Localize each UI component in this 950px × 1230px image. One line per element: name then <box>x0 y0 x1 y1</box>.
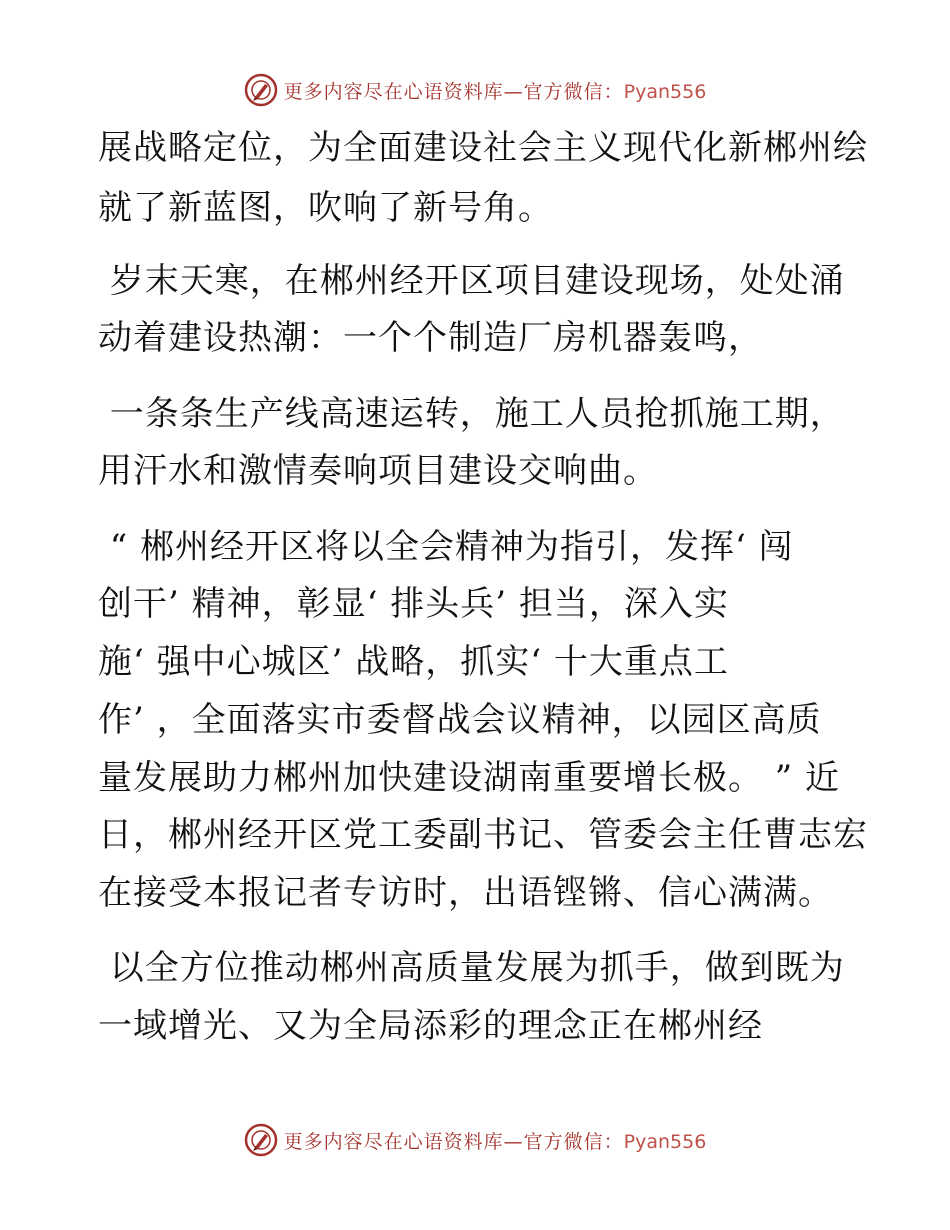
body-line: 量发展助力郴州加快建设湖南重要增长极。 ” 近 <box>98 758 840 798</box>
body-line: 在接受本报记者专访时，出语铿锵、信心满满。 <box>98 873 833 913</box>
pen-logo-icon <box>244 1123 278 1157</box>
body-line: 创干’ 精神，彰显‘ 排头兵’ 担当，深入实 <box>98 584 729 624</box>
body-line: 作’ ，全面落实市委督战会议精神，以园区高质 <box>98 700 822 740</box>
body-line: 施‘ 强中心城区’ 战略，抓实‘ 十大重点工 <box>98 642 729 682</box>
footer-watermark <box>0 1120 950 1160</box>
body-line: 展战略定位，为全面建设社会主义现代化新郴州绘 <box>98 128 868 168</box>
body-line: “ 郴州经开区将以全会精神为指引，发挥‘ 闯 <box>98 527 794 567</box>
body-line: 以全方位推动郴州高质量发展为抓手，做到既为 <box>98 948 845 988</box>
body-line: 日，郴州经开区党工委副书记、管委会主任曹志宏 <box>98 815 868 855</box>
body-line: 就了新蓝图，吹响了新号角。 <box>98 188 553 228</box>
watermark-text: 更多内容尽在心语资料库—官方微信：Pyan556 <box>283 1130 707 1153</box>
body-line: 动着建设热潮：一个个制造厂房机器轰鸣， <box>98 318 763 358</box>
body-line: 岁末天寒，在郴州经开区项目建设现场，处处涌 <box>98 261 845 301</box>
watermark-text: 更多内容尽在心语资料库—官方微信：Pyan556 <box>283 80 707 103</box>
body-line: 一条条生产线高速运转，施工人员抢抓施工期， <box>98 394 845 434</box>
body-line: 用汗水和激情奏响项目建设交响曲。 <box>98 451 658 491</box>
body-line: 一域增光、又为全局添彩的理念正在郴州经 <box>98 1006 763 1046</box>
